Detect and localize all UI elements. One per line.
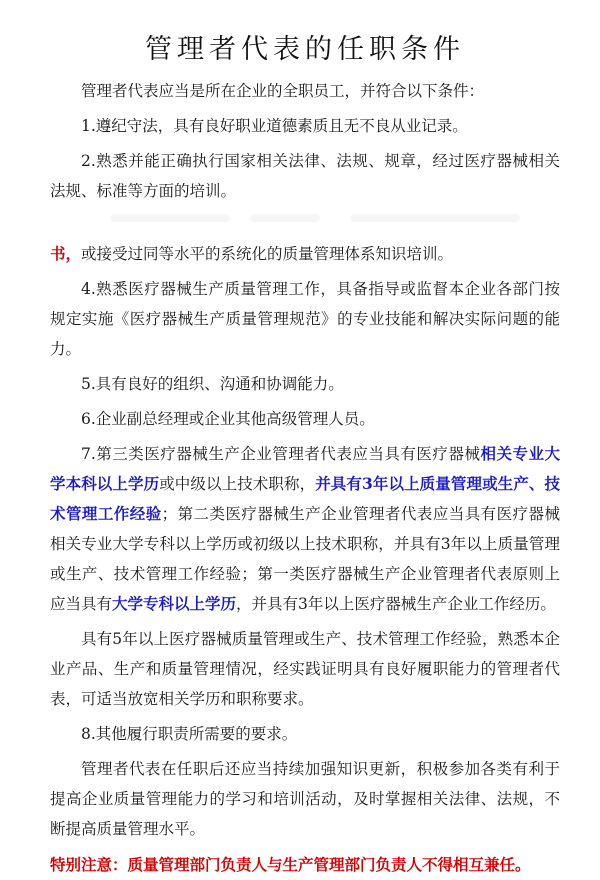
- special-notice: 特别注意：质量管理部门负责人与生产管理部门负责人不得相互兼任。: [50, 855, 531, 874]
- item7-highlight-2: 并具有3年以上质量管理或生产、技术管理工作经验: [50, 474, 560, 523]
- item7-part2: 或中级以上技术职称，: [159, 475, 316, 493]
- item7-part3: ；第二类医疗器械生产企业管理者代表应当具有医疗器械相关专业大学专科以上学历或初级以上技术职称，并具有3年以上质量管理或生产、技术管理工作经验；第一类医疗器械生产企业管理者代表原则上应当具有: [50, 505, 560, 613]
- condition-item-2: 2.熟悉并能正确执行国家相关法律、法规、规章，经过医疗器械相关法规、标准等方面的培训。: [50, 152, 560, 200]
- closing-paragraph: 管理者代表在任职后还应当持续加强知识更新，积极参加各类有利于提高企业质量管理能力的学习和培训活动，及时掌握相关法律、法规，不断提高质量管理水平。: [50, 760, 560, 838]
- intro-paragraph: 管理者代表应当是所在企业的全职员工，并符合以下条件：: [81, 82, 485, 100]
- document-title: 管理者代表的任职条件: [145, 34, 465, 65]
- item3-red-text: 书，: [50, 244, 82, 263]
- blurred-line: [90, 206, 560, 239]
- item7-part1: 7.第三类医疗器械生产企业管理者代表应当具有医疗器械: [81, 445, 481, 463]
- item3-text: 或接受过同等水平的系统化的质量管理体系知识培训。: [81, 245, 454, 263]
- condition-item-1: 1.遵纪守法，具有良好职业道德素质且无不良从业记录。: [81, 117, 468, 135]
- item7-highlight-3: 大学专科以上学历: [112, 594, 237, 613]
- item7-relaxation-paragraph: 具有5年以上医疗器械质量管理或生产、技术管理工作经验，熟悉本企业产品、生产和质量管理情况，经实践证明具有良好履职能力的管理者代表，可适当放宽相关学历和职称要求。: [50, 630, 560, 708]
- item7-highlight-1: 相关专业大学本科以上学历: [50, 444, 560, 493]
- item7-part4: ，并具有3年以上医疗器械生产企业工作经历。: [236, 595, 556, 613]
- condition-item-7: [50, 439, 560, 619]
- condition-item-4: 4.熟悉医疗器械生产质量管理工作，具备指导或监督本企业各部门按规定实施《医疗器械生产质量管理规范》的专业技能和解决实际问题的能力。: [50, 280, 560, 358]
- condition-item-5: 5.具有良好的组织、沟通和协调能力。: [81, 375, 344, 393]
- condition-item-3: [50, 239, 560, 269]
- condition-item-6: 6.企业副总经理或企业其他高级管理人员。: [81, 410, 375, 428]
- condition-item-8: 8.其他履行职责所需要的要求。: [81, 725, 298, 743]
